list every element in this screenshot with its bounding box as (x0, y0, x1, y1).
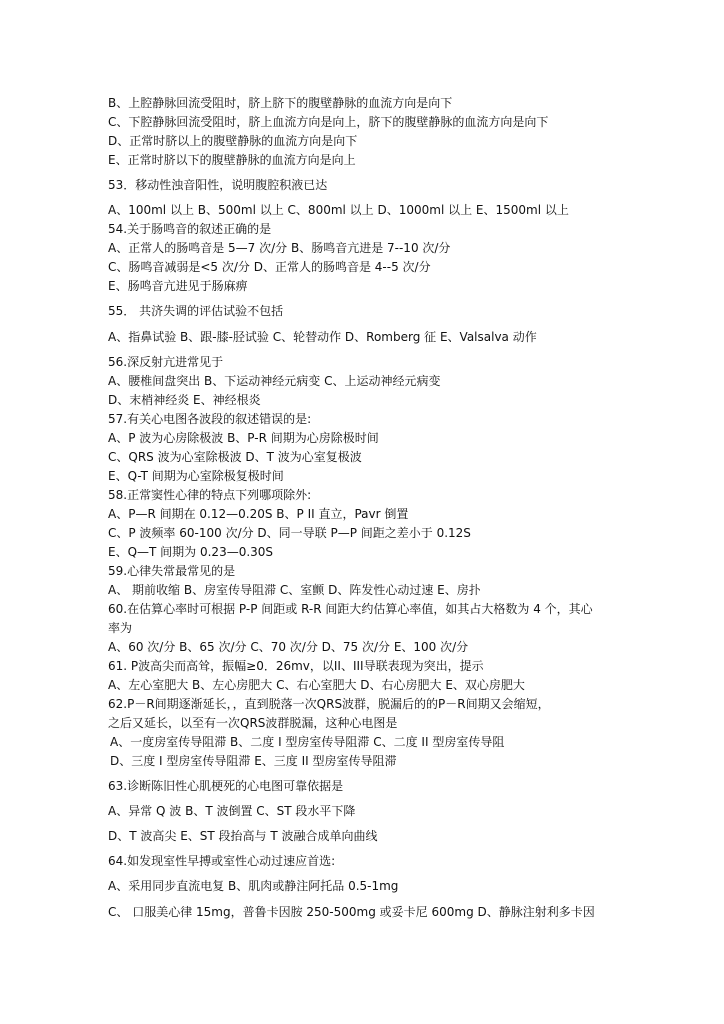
question-line: 60.在估算心率时可根据 P-P 间距或 R-R 间距大约估算心率值，如其占大格数为 4 个，其心 (108, 602, 593, 616)
option-line: A、腰椎间盘突出 B、下运动神经元病变 C、上运动神经元病变 (108, 374, 441, 388)
option-line: A、100ml 以上 B、500ml 以上 C、800ml 以上 D、1000ml 以上 E、1500ml 以上 (108, 203, 569, 217)
option-line: D、三度 I 型房室传导阻滞 E、三度 II 型房室传导阻滞 (110, 754, 397, 768)
question-line: 58.正常窦性心律的特点下列哪项除外: (108, 488, 312, 502)
option-line: A、左心室肥大 B、左心房肥大 C、右心室肥大 D、右心房肥大 E、双心房肥大 (108, 678, 525, 692)
option-line: E、Q-T 间期为心室除极复极时间 (108, 469, 284, 483)
option-line: E、肠鸣音亢进见于肠麻痹 (108, 279, 248, 293)
option-line: C、肠鸣音减弱是<5 次/分 D、正常人的肠鸣音是 4--5 次/分 (108, 260, 431, 274)
option-line: E、Q—T 间期为 0.23—0.30S (108, 545, 274, 559)
option-line: A、 期前收缩 B、房室传导阻滞 C、室颤 D、阵发性心动过速 E、房扑 (108, 583, 481, 597)
option-line: E、正常时脐以下的腹壁静脉的血流方向是向上 (108, 153, 356, 167)
question-line: 57.有关心电图各波段的叙述错误的是: (108, 412, 312, 426)
question-line: 54.关于肠鸣音的叙述正确的是 (108, 222, 272, 236)
option-line: D、正常时脐以上的腹壁静脉的血流方向是向下 (108, 134, 358, 148)
question-line: 53．移动性浊音阳性，说明腹腔积液已达 (108, 178, 328, 192)
option-line: A、P 波为心房除极波 B、P-R 间期为心房除极时间 (108, 431, 379, 445)
option-line: A、采用同步直流电复 B、肌肉或静注阿托品 0.5-1mg (108, 879, 399, 893)
option-line: C、P 波频率 60-100 次/分 D、同一导联 P—P 间距之差小于 0.12S (108, 526, 471, 540)
option-line: A、一度房室传导阻滞 B、二度 I 型房室传导阻滞 C、二度 II 型房室传导阻 (110, 735, 505, 749)
option-line: A、P—R 间期在 0.12—0.20S B、P II 直立，Pavr 倒置 (108, 507, 409, 521)
question-line: 63.诊断陈旧性心肌梗死的心电图可靠依据是 (108, 779, 344, 793)
option-line: C、 口服美心律 15mg，普鲁卡因胺 250-500mg 或妥卡尼 600mg D、静脉注射利多卡因 (108, 905, 595, 919)
question-line: 59.心律失常最常见的是 (108, 564, 236, 578)
question-line: 之后又延长，以至有一次QRS波群脱漏，这种心电图是 (108, 716, 398, 730)
option-line: A、60 次/分 B、65 次/分 C、70 次/分 D、75 次/分 E、100 次/分 (108, 640, 469, 654)
option-line: C、QRS 波为心室除极波 D、T 波为心室复极波 (108, 450, 362, 464)
question-line: 64.如发现室性早搏或室性心动过速应首选: (108, 854, 336, 868)
option-line: A、异常 Q 波 B、T 波倒置 C、ST 段水平下降 (108, 804, 356, 818)
question-line: 55． 共济失调的评估试验不包括 (108, 304, 284, 318)
question-line: 62.P－R间期逐渐延长，，直到脱落一次QRS波群，脱漏后的的P－R间期又会缩短， (108, 697, 550, 711)
question-line: 61. P波高尖而高耸，振幅≥0．26mv，以II、III导联表现为突出，提示 (108, 659, 484, 673)
option-line: A、正常人的肠鸣音是 5—7 次/分 B、肠鸣音亢进是 7--10 次/分 (108, 241, 451, 255)
option-line: D、末梢神经炎 E、神经根炎 (108, 393, 261, 407)
question-line: 率为 (108, 621, 133, 635)
question-line: 56.深反射亢进常见于 (108, 355, 224, 369)
option-line: B、上腔静脉回流受阻时，脐上脐下的腹壁静脉的血流方向是向下 (108, 96, 453, 110)
option-line: C、下腔静脉回流受阻时，脐上血流方向是向上，脐下的腹壁静脉的血流方向是向下 (108, 115, 549, 129)
option-line: A、指鼻试验 B、跟-膝-胫试验 C、轮替动作 D、Romberg 征 E、Valsalva 动作 (108, 330, 537, 344)
option-line: D、T 波高尖 E、ST 段抬高与 T 波融合成单向曲线 (108, 829, 378, 843)
